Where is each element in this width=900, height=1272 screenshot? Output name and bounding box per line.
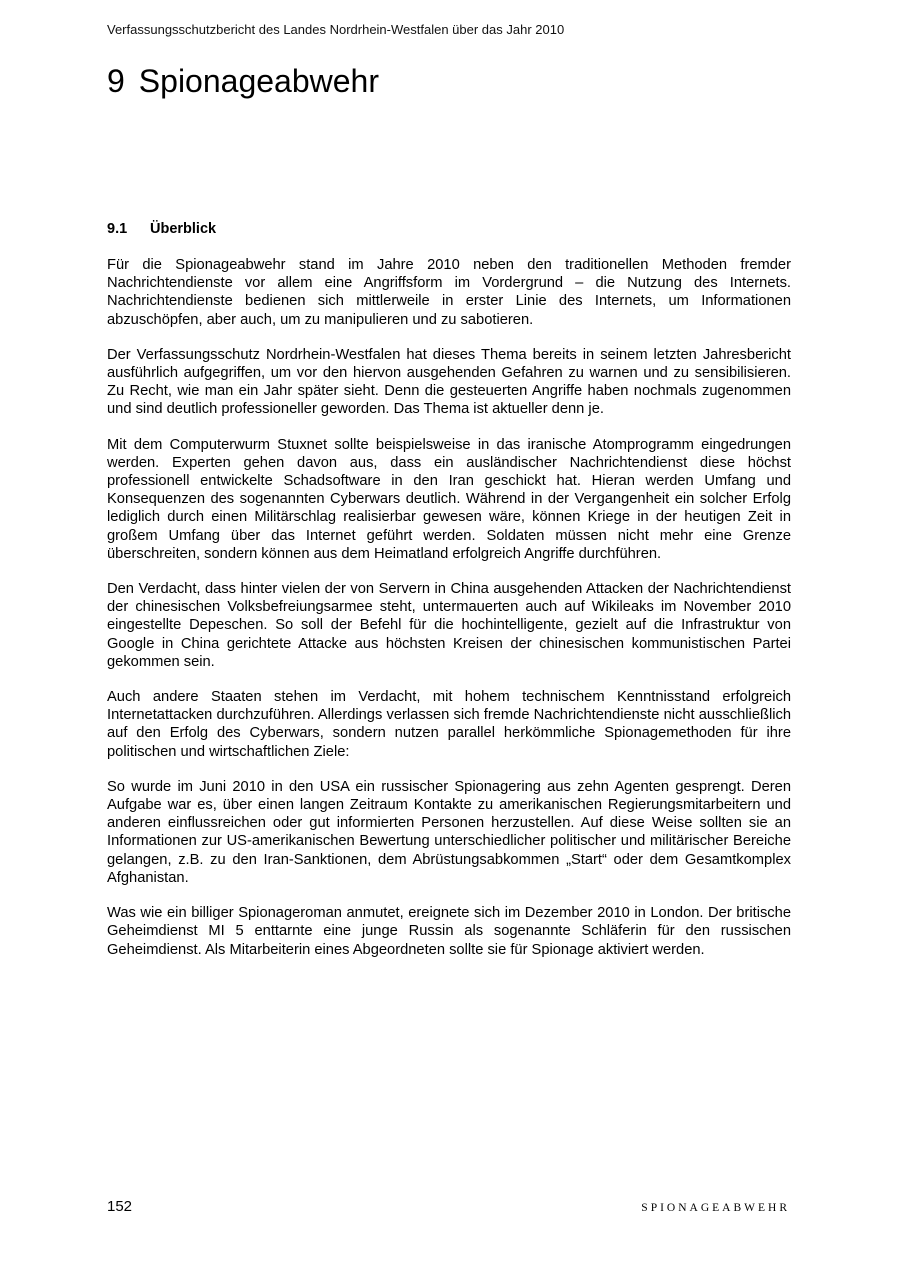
section-heading xyxy=(107,221,216,237)
paragraph: Mit dem Computerwurm Stuxnet sollte beispielsweise in das iranische Atomprogramm eingedrungen werden. Experten gehen davon aus, dass ein ausländischer Nachrichtendienst diese höchst professionell entwickelte Schadsoftware in den Iran geschickt hat. Hieran werden Umfang und Konsequenzen des sogenannten Cyberwars deutlich. Während in der Vergangenheit ein solcher Erfolg lediglich durch einen Militärschlag realisierbar gewesen wäre, können Kriege in der heutigen Zeit in großem Umfang über das Internet geführt werden. Soldaten müssen nicht mehr eine Grenze überschreiten, sondern können aus dem Heimatland erfolgreich Angriffe durchführen. xyxy=(107,436,791,562)
chapter-title-text: Spionageabwehr xyxy=(138,63,379,99)
section-number: 9.1 xyxy=(107,221,128,237)
section-title: Überblick xyxy=(150,221,217,237)
running-footer: SPIONAGEABWEHR xyxy=(641,1202,790,1214)
running-header: Verfassungsschutzbericht des Landes Nordrhein-Westfalen über das Jahr 2010 xyxy=(107,22,565,37)
page-number: 152 xyxy=(107,1198,133,1215)
paragraph: So wurde im Juni 2010 in den USA ein russischer Spionagering aus zehn Agenten gesprengt. Deren Aufgabe war es, über einen langen Zeitraum Kontakte zu amerikanischen Regierungsmitarbeitern und anderen einflussreichen oder gut informierten Personen herzustellen. Auf diese Weise sollten sie an Informationen zur US-amerikanischen Bewertung unterschiedlicher politischer und militärischer Bereiche gelangen, z.B. zu den Iran-Sanktionen, dem Abrüstungsabkommen „Start“ oder dem Gesamtkomplex Afghanistan. xyxy=(107,778,791,886)
paragraph: Der Verfassungsschutz Nordrhein-Westfalen hat dieses Thema bereits in seinem letzten Jahresbericht ausführlich aufgegriffen, um vor den hiervon ausgehenden Gefahren zu warnen und zu sensibilisieren. Zu Recht, wie man ein Jahr später sieht. Denn die gesteuerten Angriffe haben nochmals zugenommen und sind deutlich professioneller geworden. Das Thema ist aktueller denn je. xyxy=(107,346,791,418)
chapter-title xyxy=(107,63,379,100)
paragraph: Für die Spionageabwehr stand im Jahre 2010 neben den traditionellen Methoden fremder Nachrichtendienste vor allem eine Angriffsform im Vordergrund – die Nutzung des Internets. Nachrichtendienste bedienen sich mittlerweile in erster Linie des Internets, um Informationen abzuschöpfen, aber auch, um zu manipulieren und zu sabotieren. xyxy=(107,257,791,328)
chapter-number: 9 xyxy=(107,63,125,99)
paragraph: Den Verdacht, dass hinter vielen der von Servern in China ausgehenden Attacken der Nachrichtendienst der chinesischen Volksbefreiungsarmee steht, untermauerten auch auf Wikileaks im November 2010 eingestellte Depeschen. So soll der Befehl für die hochintelligente, gezielt auf die Infrastruktur von Google in China gerichtete Attacke aus höchsten Kreisen der chinesischen kommunistischen Partei gekommen sein. xyxy=(107,581,791,670)
body-text xyxy=(107,256,791,976)
paragraph: Was wie ein billiger Spionageroman anmutet, ereignete sich im Dezember 2010 in London. Der britische Geheimdienst MI 5 enttarnte eine junge Russin als sogenannte Schläferin für den russischen Geheimdienst. Als Mitarbeiterin eines Abgeordneten sollte sie für Spionage aktiviert werden. xyxy=(107,905,791,958)
paragraph: Auch andere Staaten stehen im Verdacht, mit hohem technischem Kenntnisstand erfolgreich Internetattacken durchzuführen. Allerdings verlassen sich fremde Nachrichtendienste nicht ausschließlich auf den Erfolg des Cyberwars, sondern nutzen parallel herkömmliche Spionagemethoden für ihre politischen und wirtschaftlichen Ziele: xyxy=(107,689,791,760)
